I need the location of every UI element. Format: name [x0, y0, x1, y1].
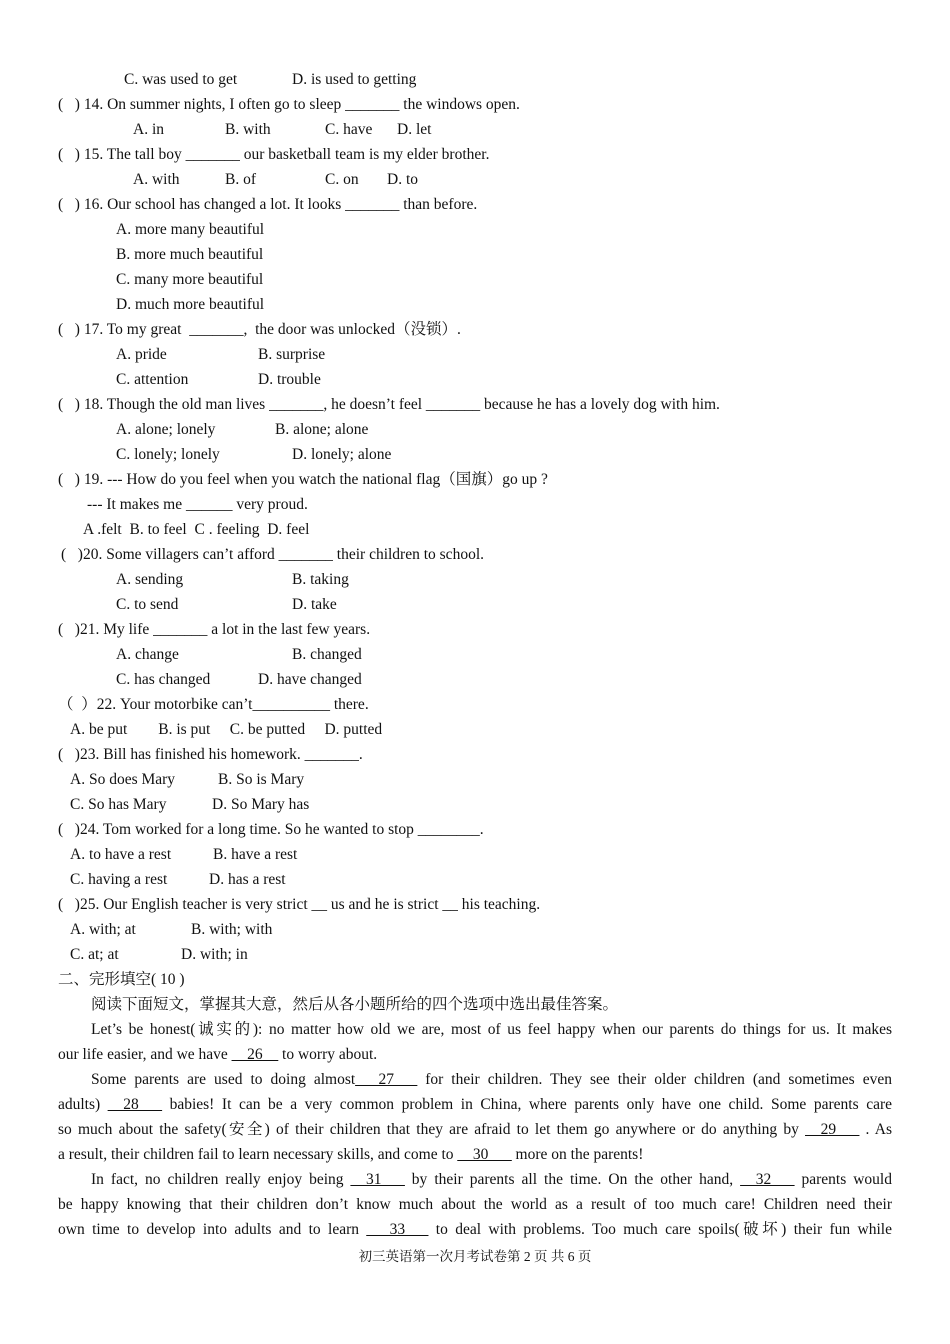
- blank-33: ___33___: [366, 1221, 429, 1238]
- q16-option-b: B. more much beautiful: [116, 246, 264, 263]
- blank-30: __30___: [457, 1146, 512, 1163]
- q18-option-a: A. alone; lonely: [116, 421, 216, 438]
- q18-option-b: B. alone; alone: [275, 421, 369, 438]
- q19-stem: ( ) 19. --- How do you feel when you watch the national flag（国旗）go up ?: [58, 471, 548, 488]
- q24-option-b: B. have a rest: [213, 846, 298, 863]
- q16-option-a: A. more many beautiful: [116, 221, 265, 238]
- q16-option-d: D. much more beautiful: [116, 296, 265, 313]
- q14-option-d: D. let: [397, 121, 432, 138]
- passage-text: more on the parents!: [511, 1146, 644, 1163]
- q23-option-d: D. So Mary has: [212, 796, 310, 813]
- passage-text: babies! It can be a very common problem in China, where parents only have one child. Some parents care: [162, 1096, 892, 1113]
- blank-31: __31___: [350, 1171, 405, 1188]
- q23-option-c: C. So has Mary: [70, 796, 167, 813]
- q20-option-d: D. take: [292, 596, 337, 613]
- q16-stem: ( ) 16. Our school has changed a lot. It looks _______ than before.: [58, 196, 478, 213]
- passage-text: own time to develop into adults and to learn: [58, 1221, 367, 1238]
- q20-option-b: B. taking: [292, 571, 349, 588]
- passage-text: adults): [58, 1096, 108, 1113]
- q16-option-c: C. many more beautiful: [116, 271, 264, 288]
- q23-option-b: B. So is Mary: [218, 771, 305, 788]
- q19-options: A .felt B. to feel C . feeling D. feel: [83, 521, 310, 538]
- passage-text: . As: [859, 1121, 892, 1138]
- passage-p2-line3: [58, 1120, 892, 1140]
- page-footer: 初三英语第一次月考试卷第 2 页 共 6 页: [358, 1249, 592, 1264]
- section-instruction: 阅读下面短文，掌握其大意，然后从各小题所给的四个选项中选出最佳答案。: [91, 996, 619, 1013]
- q20-option-c: C. to send: [116, 596, 179, 613]
- passage-text: our life easier, and we have: [58, 1046, 232, 1063]
- q19-dialogue-line: --- It makes me ______ very proud.: [87, 496, 308, 513]
- q13-option-d: D. is used to getting: [292, 71, 417, 88]
- q23-option-a: A. So does Mary: [70, 771, 176, 788]
- q20-stem: ( )20. Some villagers can’t afford _______ their children to school.: [61, 546, 484, 563]
- passage-p3-line1: [91, 1170, 892, 1190]
- q15-option-b: B. of: [225, 171, 256, 188]
- q24-option-c: C. having a rest: [70, 871, 168, 888]
- q15-stem: ( ) 15. The tall boy _______ our basketball team is my elder brother.: [58, 146, 490, 163]
- q22-stem: （ ）22. Your motorbike can’t__________ there.: [58, 696, 369, 713]
- q25-stem: ( )25. Our English teacher is very strict __ us and he is strict __ his teaching.: [58, 896, 541, 913]
- passage-p2-line1: [91, 1070, 892, 1090]
- q18-stem: ( ) 18. Though the old man lives _______, he doesn’t feel _______ because he has a lovely dog with him.: [58, 396, 720, 413]
- q17-stem: ( ) 17. To my great _______, the door was unlocked（没锁）.: [58, 321, 461, 338]
- q23-stem: ( )23. Bill has finished his homework. _______.: [58, 746, 363, 763]
- q25-option-a: A. with; at: [70, 921, 136, 938]
- q17-option-a: A. pride: [116, 346, 167, 363]
- q25-option-d: D. with; in: [181, 946, 248, 963]
- q14-stem: ( ) 14. On summer nights, I often go to sleep _______ the windows open.: [58, 96, 520, 113]
- blank-28: __28___: [107, 1096, 163, 1113]
- q15-option-c: C. on: [325, 171, 359, 188]
- q24-option-d: D. has a rest: [209, 871, 286, 888]
- passage-text: parents would: [794, 1171, 892, 1188]
- passage-text: to deal with problems. Too much care spoils(破坏) their fun while: [428, 1221, 892, 1238]
- q21-option-a: A. change: [116, 646, 179, 663]
- passage-p3-line2: be happy knowing that their children don’t know much about the world as a result of too much care! Children need their: [58, 1196, 892, 1213]
- q24-option-a: A. to have a rest: [70, 846, 172, 863]
- q21-option-b: B. changed: [292, 646, 362, 663]
- q14-option-b: B. with: [225, 121, 271, 138]
- q18-option-c: C. lonely; lonely: [116, 446, 220, 463]
- q24-stem: ( )24. Tom worked for a long time. So he wanted to stop ________.: [58, 821, 484, 838]
- q25-option-c: C. at; at: [70, 946, 119, 963]
- passage-text: by their parents all the time. On the other hand,: [404, 1171, 741, 1188]
- passage-p2-line4: [58, 1145, 643, 1165]
- q15-option-a: A. with: [133, 171, 180, 188]
- blank-29: __29___: [805, 1121, 860, 1138]
- passage-p2-line2: [58, 1095, 892, 1115]
- q17-option-c: C. attention: [116, 371, 189, 388]
- blank-26: __26__: [231, 1046, 279, 1063]
- q13-option-c: C. was used to get: [124, 71, 238, 88]
- q22-options: A. be put B. is put C. be putted D. putted: [70, 721, 383, 738]
- passage-text: to worry about.: [278, 1046, 378, 1063]
- q21-option-c: C. has changed: [116, 671, 211, 688]
- passage-text: for their children. They see their older children (and sometimes even: [417, 1071, 892, 1088]
- q17-option-b: B. surprise: [258, 346, 326, 363]
- q15-option-d: D. to: [387, 171, 418, 188]
- passage-p1-line2: [58, 1045, 377, 1065]
- q25-option-b: B. with; with: [191, 921, 273, 938]
- blank-32: __32___: [740, 1171, 795, 1188]
- passage-text: so much about the safety(安全) of their children that they are afraid to let them go anywhere or do anything by: [58, 1121, 806, 1138]
- q14-option-a: A. in: [133, 121, 164, 138]
- q18-option-d: D. lonely; alone: [292, 446, 392, 463]
- passage-p3-line3: [58, 1220, 892, 1240]
- passage-text: a result, their children fail to learn necessary skills, and come to: [58, 1146, 458, 1163]
- q14-option-c: C. have: [325, 121, 373, 138]
- blank-27: ___27___: [355, 1071, 418, 1088]
- passage-p1-line1: Let’s be honest(诚实的): no matter how old we are, most of us feel happy when our parents do things for us. It makes: [91, 1021, 892, 1038]
- section-heading: 二、完形填空( 10 ): [58, 971, 185, 988]
- q21-option-d: D. have changed: [258, 671, 362, 688]
- q17-option-d: D. trouble: [258, 371, 321, 388]
- passage-text: Some parents are used to doing almost: [91, 1071, 356, 1088]
- passage-text: In fact, no children really enjoy being: [91, 1171, 351, 1188]
- q20-option-a: A. sending: [116, 571, 184, 588]
- q21-stem: ( )21. My life _______ a lot in the last few years.: [58, 621, 371, 638]
